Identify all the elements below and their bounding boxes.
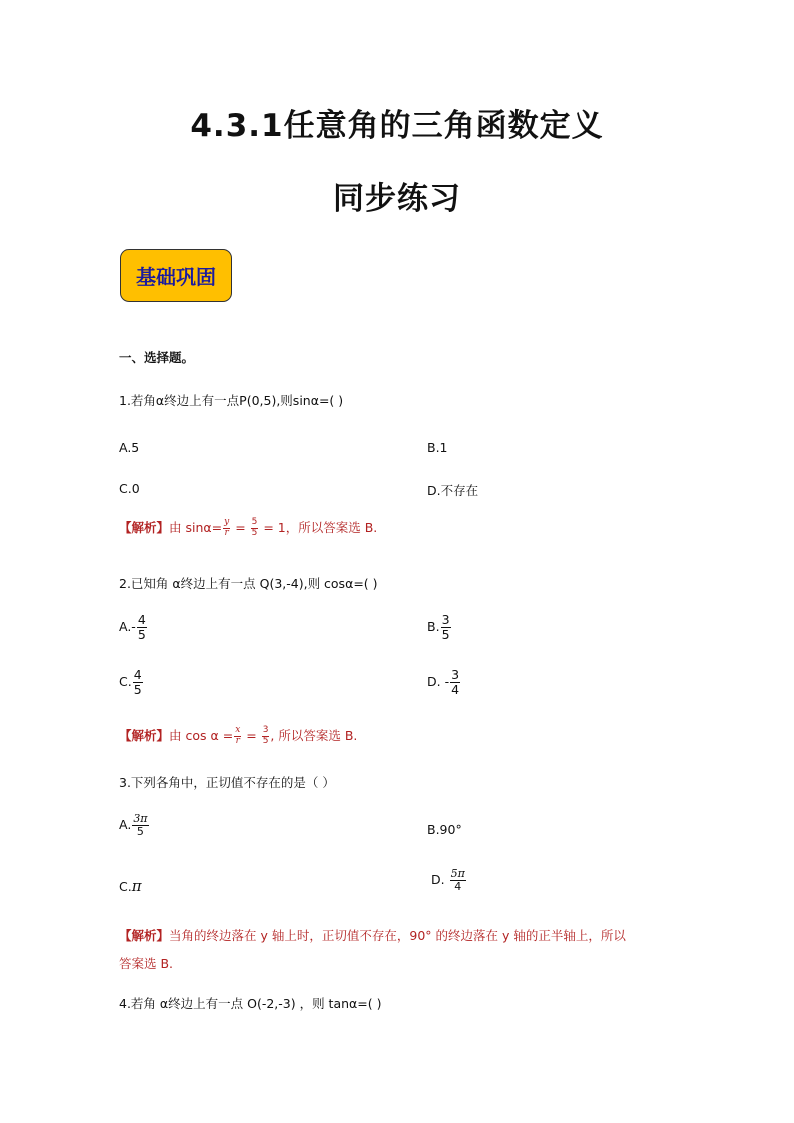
q1-answer: 【解析】由 sinα= $\frac{y}{r}$ = $\frac{5}{5}$ = 1，所以答案选 B. (119, 517, 378, 538)
q1-stem: 1.若角α终边上有一点P(0,5),则sinα=( ) (119, 393, 344, 408)
q1-option-d: D.不存在 (427, 483, 479, 498)
q3-option-c: C.π (119, 877, 142, 895)
document-subtitle: 同步练习 (333, 181, 461, 217)
q2-stem: 2.已知角 α终边上有一点 Q(3,-4),则 cosα=( ) (119, 576, 378, 591)
q2-answer-tag: 【解析】 (119, 728, 170, 743)
section-badge (120, 249, 232, 302)
q1-answer-fraction-2: $\frac{5}{5}$ (251, 517, 258, 538)
badge-label: 基础巩固 (136, 265, 216, 289)
q1-answer-text: 由 sinα= (169, 520, 223, 535)
q3-option-b: B.90° (427, 822, 462, 837)
q1-option-a: A.5 (119, 440, 140, 455)
q3-stem: 3.下列各角中，正切值不存在的是（ ） (119, 775, 335, 790)
q1-option-c: C.0 (119, 481, 140, 496)
q3-option-a: A. $\frac{3\pi}{5}$ (119, 812, 148, 839)
q3-answer-line-2: 答案选 B. (119, 956, 174, 971)
q4-stem: 4.若角 α终边上有一点 O(-2,-3) ，则 tanα=( ) (119, 996, 382, 1011)
q3-answer-line-1: 【解析】当角的终边落在 y 轴上时，正切值不存在，90° 的终边落在 y 轴的正半轴上，所以 (119, 928, 626, 943)
q3-answer-tag: 【解析】 (119, 928, 170, 943)
q2-option-d: D. - $\frac{3}{4}$ (427, 667, 460, 697)
q2-option-a: A.- $\frac{4}{5}$ (119, 612, 146, 642)
section-heading: 一、选择题。 (119, 350, 195, 365)
q1-answer-fraction-1: $\frac{y}{r}$ (224, 517, 230, 538)
q1-answer-tag: 【解析】 (119, 520, 170, 535)
q1-option-b: B.1 (427, 440, 448, 455)
q2-answer: 【解析】由 cos α = $\frac{x}{r}$ = $\frac{3}{5}$ , 所以答案选 B. (119, 725, 358, 746)
q2-option-c: C. $\frac{4}{5}$ (119, 667, 142, 697)
q2-option-b: B. $\frac{3}{5}$ (427, 612, 450, 642)
document-title: 4.3.1任意角的三角函数定义 (190, 108, 604, 144)
q3-option-d: D. $\frac{5\pi}{4}$ (431, 867, 465, 894)
